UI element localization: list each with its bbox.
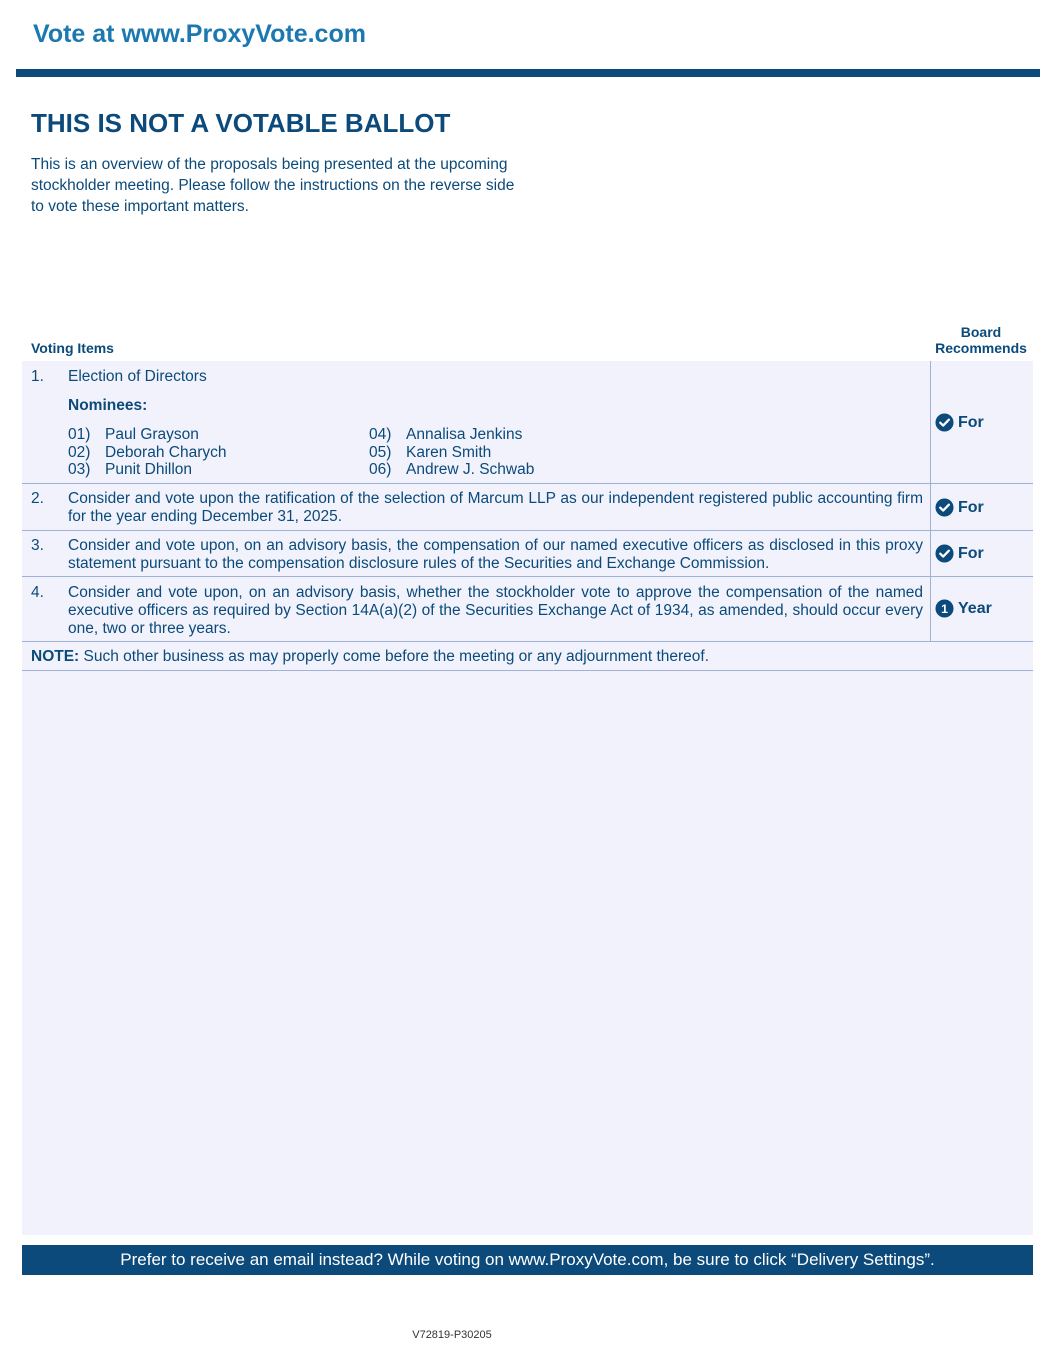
email-delivery-banner: Prefer to receive an email instead? While voting on www.ProxyVote.com, be sure to click “Delivery Settings”. — [22, 1245, 1033, 1275]
intro-text: This is an overview of the proposals being presented at the upcoming stockholder meeting. Please follow the instructions on the reverse side to vote these important matters. — [31, 156, 515, 215]
nominee-name: Punit Dhillon — [105, 461, 193, 478]
proxyvote-link[interactable]: Vote at www.ProxyVote.com — [33, 20, 366, 48]
nominee — [68, 461, 192, 479]
recommendation-label: For — [958, 413, 984, 431]
nominee-code: 02) — [68, 444, 91, 461]
note-label: NOTE: — [31, 648, 80, 665]
row-divider — [22, 576, 1033, 577]
item-text: Election of Directors — [68, 368, 207, 385]
check-circle-icon — [935, 544, 954, 563]
nominee-code: 06) — [369, 461, 392, 478]
header-rule — [16, 69, 1040, 77]
column-header-board-recommends — [929, 324, 1033, 356]
nominee — [68, 444, 226, 462]
nominee — [369, 461, 534, 479]
nominee-name: Andrew J. Schwab — [406, 461, 535, 478]
badge-digit: 1 — [941, 601, 948, 616]
recommendation-label: Year — [958, 599, 992, 617]
item-number: 2. — [31, 490, 44, 507]
nominee-name: Deborah Charych — [105, 444, 227, 461]
nominee-name: Paul Grayson — [105, 426, 199, 443]
nominee-name: Karen Smith — [406, 444, 492, 461]
recommendation-label: For — [958, 498, 984, 516]
recommendation-for — [935, 413, 984, 432]
nominee-name: Annalisa Jenkins — [406, 426, 523, 443]
page-title: THIS IS NOT A VOTABLE BALLOT — [31, 108, 451, 138]
item-number: 3. — [31, 537, 44, 554]
number-one-circle-icon — [935, 599, 954, 618]
nominees-label: Nominees: — [68, 397, 148, 414]
item-number: 4. — [31, 584, 44, 601]
item-text: Consider and vote upon, on an advisory basis, the compensation of our named executive officers as disclosed in this proxy statement pursuant to the compensation disclosure rules of the Securities and Exchange Commission. — [68, 537, 923, 572]
nominee-code: 01) — [68, 426, 91, 443]
nominee — [68, 426, 199, 444]
recommendation-for — [935, 544, 984, 563]
item-text: Consider and vote upon, on an advisory basis, whether the stockholder vote to approve the compensation of the named executive officers as required by Section 14A(a)(2) of the Securities Exchange Act of 1934, as amended, should occur every one, two or three years. — [68, 584, 923, 637]
recommendation-label: For — [958, 544, 984, 562]
row-divider — [22, 670, 1033, 671]
row-divider — [22, 530, 1033, 531]
check-circle-icon — [935, 413, 954, 432]
row-divider — [22, 483, 1033, 484]
note-row — [31, 648, 709, 666]
column-divider — [930, 361, 931, 641]
recommends-label: Recommends — [935, 340, 1027, 356]
nominee — [369, 426, 522, 444]
nominee-code: 04) — [369, 426, 392, 443]
item-number: 1. — [31, 368, 44, 385]
column-header-voting-items: Voting Items — [31, 340, 114, 356]
row-divider — [22, 641, 1033, 642]
board-label: Board — [960, 324, 1002, 340]
note-text: Such other business as may properly come before the meeting or any adjournment thereof. — [79, 648, 710, 665]
nominee — [369, 444, 491, 462]
recommendation-for — [935, 498, 984, 517]
document-code: V72819-P30205 — [412, 1329, 492, 1341]
check-circle-icon — [935, 498, 954, 517]
nominee-code: 03) — [68, 461, 91, 478]
recommendation-one-year — [935, 599, 992, 618]
nominee-code: 05) — [369, 444, 392, 461]
item-text: Consider and vote upon the ratification of the selection of Marcum LLP as our independent registered public accounting firm for the year ending December 31, 2025. — [68, 490, 923, 525]
